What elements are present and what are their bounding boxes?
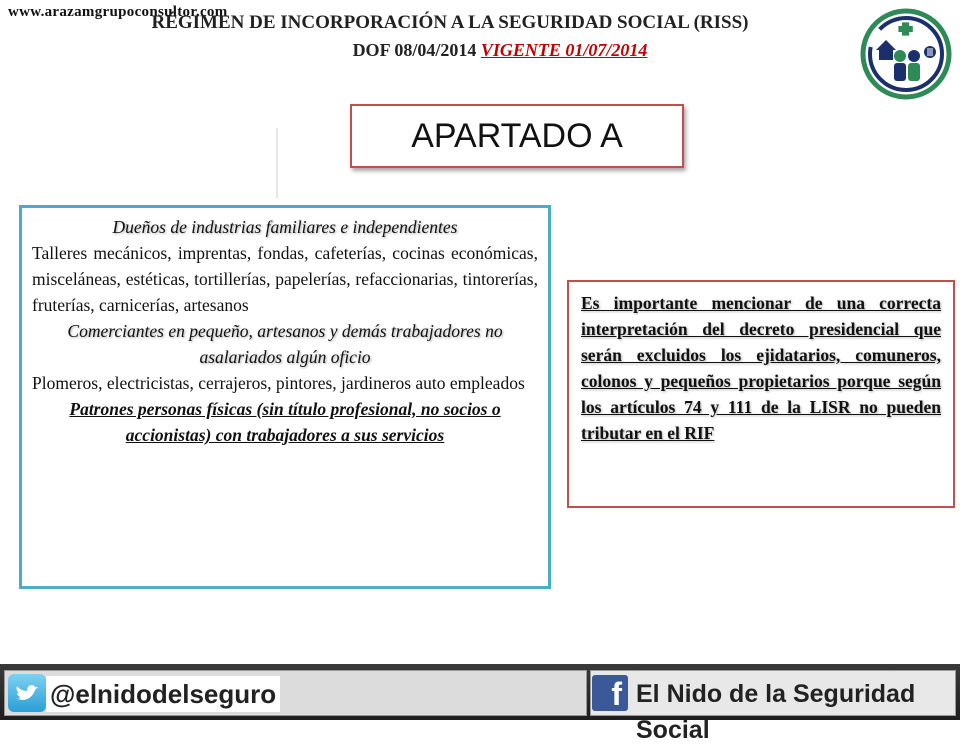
heading-industrias: Dueños de industrias familiares e independientes	[112, 217, 458, 237]
page-title: RÉGIMEN DE INCORPORACIÓN A LA SEGURIDAD SOCIAL (RISS)	[151, 12, 749, 33]
family-house-logo-icon	[860, 8, 952, 100]
facebook-f-icon[interactable]: f	[592, 675, 628, 711]
apartado-title: APARTADO A	[350, 104, 684, 168]
dof-date: DOF 08/04/2014	[352, 40, 481, 60]
page-subtitle	[200, 40, 800, 61]
vigente-date: VIGENTE 01/07/2014	[480, 40, 648, 60]
right-note-box: Es importante mencionar de una correcta interpretación del decreto presidencial que serán excluidos los ejidatarios, comuneros, colonos y pequeños propietarios porque según los artículos 74 y 111 de la LISR no pueden tributar en el RIF	[567, 280, 955, 508]
website-watermark: www.arazamgrupoconsultor.com	[8, 4, 228, 20]
heading-comerciantes: Comerciantes en pequeño, artesanos y demás trabajadores no asalariados algún oficio	[67, 321, 503, 367]
twitter-handle[interactable]: @elnidodelseguro	[46, 676, 280, 712]
left-info-box	[19, 205, 551, 589]
facebook-page-name[interactable]: El Nido de la Seguridad Social	[636, 680, 916, 744]
divider	[276, 128, 278, 198]
text-industrias: Talleres mecánicos, imprentas, fondas, cafeterías, cocinas económicas, misceláneas, estéticas, tortillerías, papelerías, refaccionarias, tintorerías, fruterías, carnicerías, artesanos	[32, 243, 538, 315]
twitter-bird-icon[interactable]	[8, 674, 46, 712]
text-patrones: Patrones personas físicas (sin título profesional, no socios o accionistas) con trabajadores a sus servicios	[69, 399, 501, 445]
text-comerciantes: Plomeros, electricistas, cerrajeros, pintores, jardineros auto empleados	[32, 373, 525, 393]
